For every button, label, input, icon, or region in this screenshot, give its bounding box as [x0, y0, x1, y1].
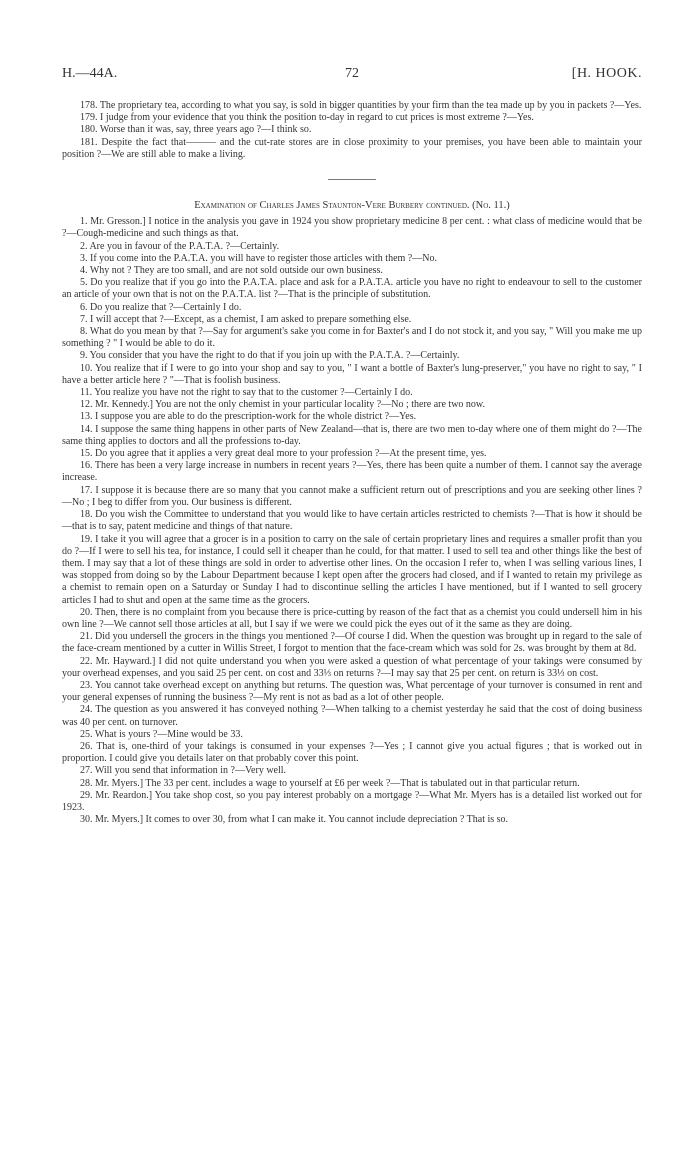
header-witness: [H. HOOK.: [571, 66, 642, 81]
question-paragraph: 25. What is yours ?—Mine would be 33.: [80, 728, 243, 740]
question-paragraph: 27. Will you send that information in ?—Very well.: [80, 765, 287, 777]
question-paragraph: 19. I take it you will agree that a grocer is in a position to carry on the sale of certain proprietary lines and requires a smaller profit than you do ?—If I were to sell his tea, for instance, I could sell it cheaper than he could, for that matter. I used to sell tea and other things like the best of them. I may say that a lot of these things are sold in order to advertise other lines. On the occasion I refer to, when I was selling various lines, I was stopped from doing so by the Labour Department because I kept open after the grocers had closed, and if I wanted to retain my privilege as a chemist to remain open on a Saturday or Sunday I had to discontinue selling the articles I have mentioned, but if I wanted to sell grocery articles I had to shut and open at the same time as the grocers.: [62, 533, 642, 606]
section-title: Examination of Charles James Staunton-Vere Burbery continued. (No. 11.): [194, 200, 510, 212]
question-paragraph: 4. Why not ? They are too small, and are not sold outside our own business.: [80, 265, 383, 277]
question-paragraph: 10. You realize that if I were to go into your shop and say to you, " I want a bottle of Baxter's lung-preserver," you have no right to say, " I have a better article here ? "—That is foolish business.: [62, 362, 642, 386]
question-paragraph: 178. The proprietary tea, according to what you say, is sold in bigger quantities by your firm than the tea made up by you in packets ?—Yes.: [80, 100, 642, 111]
page-number: 72: [345, 66, 359, 81]
question-paragraph: 5. Do you realize that if you go into the P.A.T.A. place and ask for a P.A.T.A. article you have no right to endeavour to sell to the customer an article of your own that is not on the P.A.T.A. list ?—That is the principle of substitution.: [62, 277, 642, 301]
section-divider: [328, 179, 376, 180]
question-paragraph: 18. Do you wish the Committee to understand that you would like to have certain articles restricted to chemists ?—That is how it should be—that is to say, patent medicine and things of that nature.: [62, 509, 642, 533]
question-paragraph: 26. That is, one-third of your takings is consumed in your expenses ?—Yes ; I cannot give you actual figures ; that is worked out in proportion. I could give you details later on that probably cover this point.: [62, 740, 642, 765]
question-paragraph: 24. The question as you answered it has conveyed nothing ?—When talking to a chemist yesterday he said that the cost of doing business was 40 per cent. on turnover.: [62, 704, 642, 728]
question-paragraph: 22. Mr. Hayward.] I did not quite understand you when you were asked a question of what percentage of your takings were consumed by your overhead expenses, and you said 25 per cent. on cost and 33⅓ on returns ?—I may say that 25 per cent. on return is 33⅓ on cost.: [62, 655, 642, 679]
question-paragraph: 16. There has been a very large increase in numbers in recent years ?—Yes, there has been quite a number of them. I cannot say the average increase.: [62, 460, 642, 484]
document-body: [62, 100, 642, 826]
question-paragraph: 30. Mr. Myers.] It comes to over 30, from what I can make it. You cannot include depreciation ? That is so.: [80, 814, 509, 826]
question-paragraph: 3. If you come into the P.A.T.A. you will have to register those articles with them ?—No.: [80, 252, 437, 264]
question-paragraph: 180. Worse than it was, say, three years ago ?—I think so.: [80, 124, 312, 136]
question-paragraph: 179. I judge from your evidence that you think the position to-day in regard to cut prices is most extreme ?—Yes.: [80, 112, 534, 124]
question-paragraph: 13. I suppose you are able to do the prescription-work for the whole district ?—Yes.: [80, 411, 417, 423]
header-reference: H.—44A.: [62, 66, 118, 81]
question-paragraph: 11. You realize you have not the right to say that to the customer ?—Certainly I do.: [80, 387, 413, 399]
question-paragraph: 21. Did you undersell the grocers in the things you mentioned ?—Of course I did. When the question was brought up in regard to the sale of the face-cream mentioned by a cutter in Willis Street, I forgot to mention that the face-cream which was sold for 2s. was brought by them at 8d.: [62, 631, 642, 655]
question-paragraph: 29. Mr. Reardon.] You take shop cost, so you pay interest probably on a mortgage ?—What Mr. Myers has is a detailed list worked out for 1923.: [62, 789, 642, 813]
question-paragraph: 6. Do you realize that ?—Certainly I do.: [80, 301, 242, 313]
page-header: [62, 66, 642, 88]
question-paragraph: 181. Despite the fact that——— and the cut-rate stores are in close proximity to your premises, you have been able to maintain your position ?—We are still able to make a living.: [62, 136, 642, 160]
question-paragraph: 17. I suppose it is because there are so many that you cannot make a sufficient return out of prescriptions and you are seeking other lines ?—No ; I beg to differ from you. Our business is different.: [62, 484, 642, 508]
question-paragraph: 2. Are you in favour of the P.A.T.A. ?—Certainly.: [80, 240, 280, 252]
questions-block-1: [62, 100, 642, 161]
question-paragraph: 23. You cannot take overhead except on anything but returns. The question was, What percentage of your turnover is consumed in rent and your general expenses of running the business ?—My rent is not as bad as a lot of other people.: [62, 679, 642, 704]
question-paragraph: 8. What do you mean by that ?—Say for argument's sake you come in for Baxter's and I do not stock it, and you say, " Will you make me up something ? " I would be able to do it.: [62, 326, 642, 350]
question-paragraph: 28. Mr. Myers.] The 33 per cent. includes a wage to yourself at £6 per week ?—That is tabulated out in that particular return.: [80, 777, 580, 789]
question-paragraph: 20. Then, there is no complaint from you because there is price-cutting by reason of the fact that as a chemist you could undersell him in his own line ?—We cannot sell those articles at all, but I say if we were we could pick the eyes out of it the same as they are doing.: [62, 606, 642, 630]
question-paragraph: 7. I will accept that ?—Except, as a chemist, I am asked to prepare something else.: [80, 313, 412, 325]
question-paragraph: 12. Mr. Kennedy.] You are not the only chemist in your particular locality ?—No ; there are two now.: [80, 399, 485, 411]
question-paragraph: 1. Mr. Gresson.] I notice in the analysis you gave in 1924 you show proprietary medicine 8 per cent. : what class of medicine would that be ?—Cough-medicine and such things as that.: [62, 216, 642, 240]
question-paragraph: 9. You consider that you have the right to do that if you join up with the P.A.T.A. ?—Certainly.: [80, 350, 460, 362]
questions-block-2: [62, 216, 642, 826]
question-paragraph: 14. I suppose the same thing happens in other parts of New Zealand—that is, there are two men to-day where one of them might do ?—The same thing applies to doctors and all the professions to-day.: [62, 423, 642, 447]
question-paragraph: 15. Do you agree that it applies a very great deal more to your profession ?—At the present time, yes.: [80, 448, 487, 460]
